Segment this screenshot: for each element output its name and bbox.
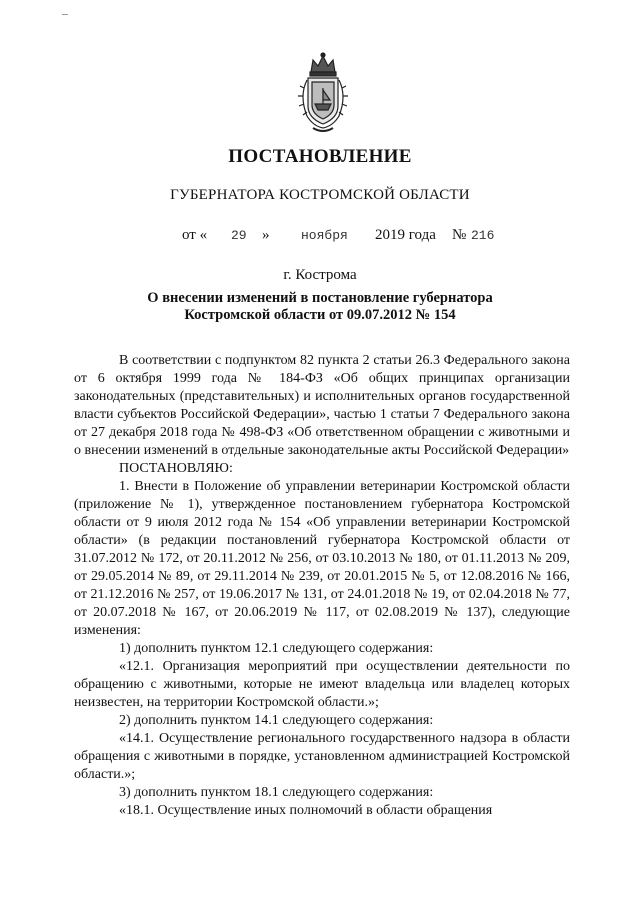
paragraph-preamble: В соответствии с подпунктом 82 пункта 2 статьи 26.3 Федерального закона от 6 октября 1999 года № 184-ФЗ «Об общих принципах организации законодательных (представительных) и исполнительных органов государственной власти субъектов Российской Федерации», частью 1 статьи 7 Федерального закона от 27 декабря 2018 года № 498-ФЗ «Об ответственном обращении с животными и о внесении изменений в отдельные законодательные акты Российской Федерации» xyxy=(74,353,570,458)
paragraph-subitem-1: 1) дополнить пунктом 12.1 следующего содержания: xyxy=(119,641,434,656)
paragraph-item-1: 1. Внести в Положение об управлении ветеринарии Костромской области (приложение № 1), утвержденное постановлением губернатора Костромской области от 9 июля 2012 года № 154 «Об управлении ветеринарии Костромской области» (в редакции постановлений губернатора Костромской области от 31.07.2012 № 172, от 20.11.2012 № 256, от 03.10.2013 № 180, от 01.11.2013 № 209, от 29.05.2014 № 89, от 29.11.2014 № 239, от 20.01.2015 № 5, от 12.08.2016 № 166, от 21.12.2016 № 257, от 19.06.2017 № 131, от 24.01.2018 № 19, от 02.04.2018 № 77, от 20.07.2018 № 167, от 20.06.2019 № 117, от 02.08.2019 № 137), следующие изменения: xyxy=(74,479,570,638)
document-heading xyxy=(0,290,640,324)
coat-of-arms-emblem xyxy=(295,52,351,134)
scan-mark xyxy=(62,14,68,15)
date-quote-close: » xyxy=(262,227,270,243)
city: г. Кострома xyxy=(283,267,357,283)
paragraph-quote-18-1: «18.1. Осуществление иных полномочий в области обращения xyxy=(119,803,493,818)
document-title: ПОСТАНОВЛЕНИЕ xyxy=(228,146,412,167)
date-month: ноября xyxy=(301,228,348,243)
document-body xyxy=(74,352,570,820)
paragraph-decree: ПОСТАНОВЛЯЮ: xyxy=(119,461,233,476)
number-prefix: № xyxy=(452,227,467,243)
paragraph-quote-14-1: «14.1. Осуществление регионального государственного надзора в области обращения с животными в порядке, установленном администрацией Костромской области.»; xyxy=(74,731,570,782)
heading-line-2: Костромской области от 09.07.2012 № 154 xyxy=(184,307,456,323)
issuer-name: ГУБЕРНАТОРА КОСТРОМСКОЙ ОБЛАСТИ xyxy=(170,187,470,203)
paragraph-quote-12-1: «12.1. Организация мероприятий при осуществлении деятельности по обращению с животными, которые не имеют владельца или владелец которых неизвестен, на территории Костромской области.»; xyxy=(74,659,570,710)
date-prefix: от « xyxy=(182,227,208,243)
date-year: 2019 года xyxy=(375,227,436,243)
paragraph-subitem-2: 2) дополнить пунктом 14.1 следующего содержания: xyxy=(119,713,434,728)
heading-line-1: О внесении изменений в постановление губернатора xyxy=(147,290,493,306)
date-line xyxy=(0,227,640,247)
paragraph-subitem-3: 3) дополнить пунктом 18.1 следующего содержания: xyxy=(119,785,434,800)
date-day: 29 xyxy=(231,228,247,243)
document-number: 216 xyxy=(471,228,495,243)
